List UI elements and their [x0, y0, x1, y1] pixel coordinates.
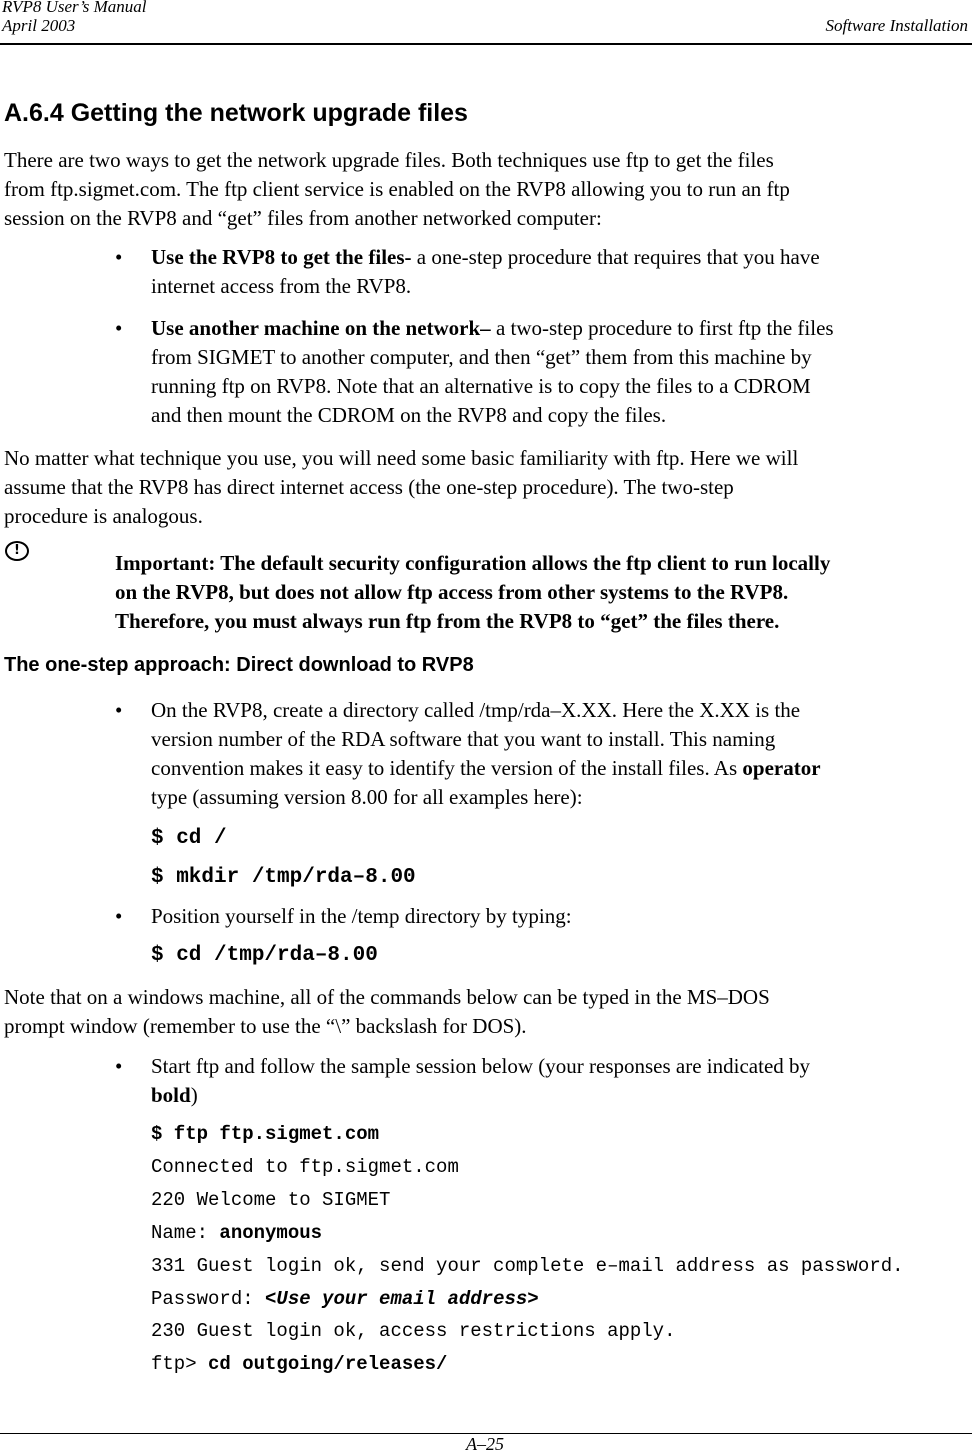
windows-note — [4, 983, 770, 1041]
intro-line: session on the RVP8 and “get” files from another networked computer: — [4, 206, 602, 230]
bullet-text: On the RVP8, create a directory called /tmp/rda–X.XX. Here the X.XX is the — [151, 698, 801, 722]
bullet-text: type (assuming version 8.00 for all examples here): — [151, 785, 583, 809]
manual-title: RVP8 User’s Manual — [2, 0, 147, 16]
command-cd-root: $ cd / — [151, 827, 227, 850]
bullet-text: version number of the RDA software that you want to install. This naming — [151, 727, 776, 751]
bullet-marker: • — [115, 1054, 123, 1078]
session-connected: Connected to ftp.sigmet.com — [151, 1156, 459, 1178]
bullet-bold-label: Use the RVP8 to get the files- — [151, 245, 412, 269]
bullet-marker: • — [115, 904, 123, 928]
intro-line: from ftp.sigmet.com. The ftp client service is enabled on the RVP8 allowing you to run an ftp — [4, 177, 790, 201]
bold-keyword: bold — [151, 1083, 191, 1107]
bullet-bold-label: Use another machine on the network– — [151, 316, 491, 340]
important-icon: ! — [5, 541, 29, 561]
familiarity-line: procedure is analogous. — [4, 504, 203, 528]
bullet-text: ) — [190, 1083, 198, 1107]
operator-keyword: operator — [742, 756, 821, 780]
bullet-use-rvp8 — [151, 243, 820, 301]
bullet-text: running ftp on RVP8. Note that an alternative is to copy the files to a CDROM — [151, 374, 811, 398]
session-ftp-cd-line — [151, 1353, 447, 1375]
session-guest-331: 331 Guest login ok, send your complete e–mail address as password. — [151, 1255, 904, 1277]
session-name-line — [151, 1222, 322, 1244]
familiarity-line: assume that the RVP8 has direct internet access (the one-step procedure). The two-step — [4, 475, 734, 499]
name-value: anonymous — [219, 1222, 323, 1244]
familiarity-line: No matter what technique you use, you will need some basic familiarity with ftp. Here we will — [4, 446, 799, 470]
session-guest-230: 230 Guest login ok, access restrictions apply. — [151, 1320, 676, 1342]
name-prompt: Name: — [151, 1222, 220, 1244]
create-directory-bullet — [151, 696, 821, 812]
section-heading: A.6.4 Getting the network upgrade files — [4, 99, 468, 127]
note-line: prompt window (remember to use the “\” backslash for DOS). — [4, 1014, 527, 1038]
bullet-text: and then mount the CDROM on the RVP8 and copy the files. — [151, 403, 667, 427]
bullet-text: a one-step procedure that requires that you have — [411, 245, 820, 269]
session-welcome: 220 Welcome to SIGMET — [151, 1189, 391, 1211]
important-line: Therefore, you must always run ftp from the RVP8 to “get” the files there. — [115, 609, 780, 633]
header-date: April 2003 — [2, 16, 76, 35]
note-line: Note that on a windows machine, all of the commands below can be typed in the MS–DOS — [4, 985, 770, 1009]
ftp-prompt: ftp> — [151, 1353, 209, 1375]
important-note — [115, 549, 830, 636]
intro-line: There are two ways to get the network upgrade files. Both techniques use ftp to get the files — [4, 148, 774, 172]
start-ftp-bullet — [151, 1052, 810, 1110]
subsection-heading: The one-step approach: Direct download to RVP8 — [4, 654, 474, 676]
bullet-text: Start ftp and follow the sample session below (your responses are indicated by — [151, 1054, 811, 1078]
page-number: A–25 — [466, 1434, 504, 1454]
password-prompt: Password: — [151, 1288, 266, 1310]
header-rule — [0, 43, 972, 45]
password-value: <Use your email address> — [265, 1288, 539, 1310]
bullet-text: from SIGMET to another computer, and then “get” them from this machine by — [151, 345, 812, 369]
bullet-marker: • — [115, 698, 123, 722]
bullet-marker: • — [115, 316, 123, 340]
important-line: Important: The default security configuration allows the ftp client to run locally — [115, 551, 831, 575]
position-bullet: Position yourself in the /temp directory by typing: — [151, 904, 572, 928]
bullet-text: internet access from the RVP8. — [151, 274, 412, 298]
bullet-text: convention makes it easy to identify the version of the install files. As — [151, 756, 743, 780]
bullet-marker: • — [115, 245, 123, 269]
command-cd-tmp: $ cd /tmp/rda–8.00 — [151, 944, 378, 967]
familiarity-paragraph — [4, 444, 798, 531]
session-ftp-command: $ ftp ftp.sigmet.com — [151, 1123, 380, 1145]
important-line: on the RVP8, but does not allow ftp access from other systems to the RVP8. — [115, 580, 789, 604]
command-mkdir: $ mkdir /tmp/rda–8.00 — [151, 866, 416, 889]
chapter-title: Software Installation — [825, 16, 968, 35]
bullet-another-machine — [151, 314, 834, 430]
ftp-cd-command: cd outgoing/releases/ — [208, 1353, 448, 1375]
bullet-text: a two-step procedure to first ftp the files — [490, 316, 834, 340]
intro-paragraph — [4, 146, 790, 233]
session-password-line — [151, 1288, 539, 1310]
